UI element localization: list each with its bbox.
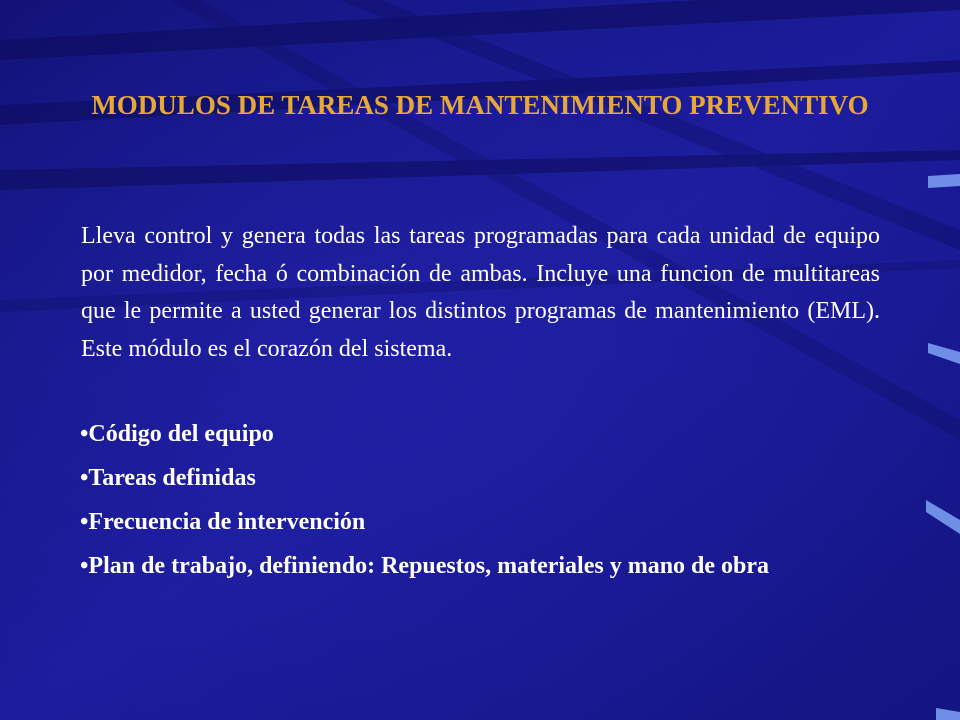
slide-title: MODULOS DE TAREAS DE MANTENIMIENTO PREVENTIVO [91, 90, 869, 120]
list-item-label: Frecuencia de intervención [88, 509, 366, 535]
bullet-symbol: • [80, 421, 89, 447]
feature-list [80, 418, 840, 583]
bullet-symbol: • [80, 509, 89, 535]
list-item-label: Tareas definidas [88, 465, 256, 491]
list-item [80, 506, 840, 539]
list-item [80, 418, 840, 451]
bullet-symbol: • [80, 553, 89, 579]
list-item [80, 462, 840, 495]
list-item [80, 550, 840, 583]
bullet-symbol: • [80, 465, 89, 491]
list-item-label: Plan de trabajo, definiendo: Repuestos, materiales y mano de obra [88, 553, 770, 579]
list-item-label: Código del equipo [88, 421, 274, 447]
description-paragraph: Lleva control y genera todas las tareas programadas para cada unidad de equipo por medidor, fecha ó combinación de ambas. Incluye una funcion de multitareas que le permite a usted generar los distintos programas de mantenimiento (EML). Este módulo es el corazón del sistema. [81, 223, 880, 362]
